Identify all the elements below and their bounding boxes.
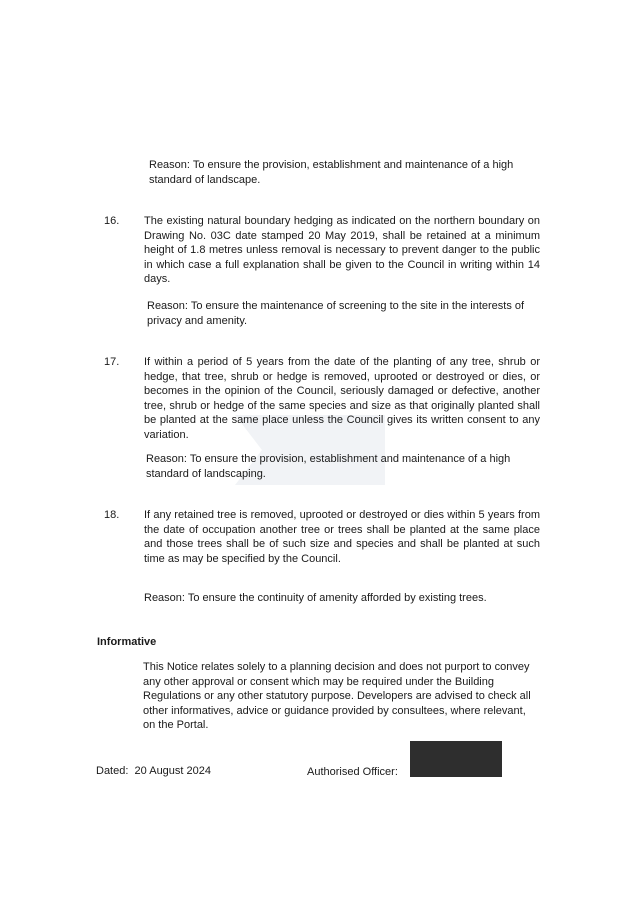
condition-16-text: The existing natural boundary hedging as indicated on the northern boundary on Drawing No. 03C date stamped 20 May 2019, shall be retained at a minimum height of 1.8 metres unless removal is necessary to prevent danger to the public in which case a full explanation shall be given to the Council in writing within 14 days. [144, 215, 540, 286]
condition-number-18: 18. [104, 509, 120, 521]
reason-16: Reason: To ensure the maintenance of screening to the site in the interests of privacy and amenity. [147, 300, 525, 327]
condition-number-16: 16. [104, 215, 120, 227]
reason-17: Reason: To ensure the provision, establishment and maintenance of a high standard of landscaping. [146, 453, 511, 480]
informative-text: This Notice relates solely to a planning decision and does not purport to convey any other approval or consent which may be required under the Building Regulations or any other statutory purpose. Developers are advised to check all other informatives, advice or guidance provided by consultees, where relevant, on the Portal. [143, 661, 531, 732]
informative-heading: Informative [97, 636, 157, 648]
condition-number-17: 17. [104, 356, 120, 368]
reason-15: Reason: To ensure the provision, establishment and maintenance of a high standard of landscape. [149, 159, 514, 186]
dated-value: 20 August 2024 [134, 765, 212, 777]
reason-18: Reason: To ensure the continuity of amenity afforded by existing trees. [144, 592, 487, 604]
redacted-signature [410, 741, 502, 777]
condition-18-text: If any retained tree is removed, uprooted or destroyed or dies within 5 years from the date of occupation another tree or trees shall be planted at the same place and those trees shall be of such size and species and shall be planted at such time as may be specified by the Council. [144, 509, 540, 565]
authorised-officer-label: Authorised Officer: [307, 766, 398, 778]
condition-17-text: If within a period of 5 years from the date of the planting of any tree, shrub or hedge, that tree, shrub or hedge is removed, uprooted or destroyed or dies, or becomes in the opinion of the Council, seriously damaged or defective, another tree, shrub or hedge of the same species and size as that originally planted shall be planted at the same place unless the Council gives its written consent to any variation. [144, 356, 540, 441]
dated-row [96, 764, 211, 779]
dated-label: Dated: [96, 765, 129, 777]
